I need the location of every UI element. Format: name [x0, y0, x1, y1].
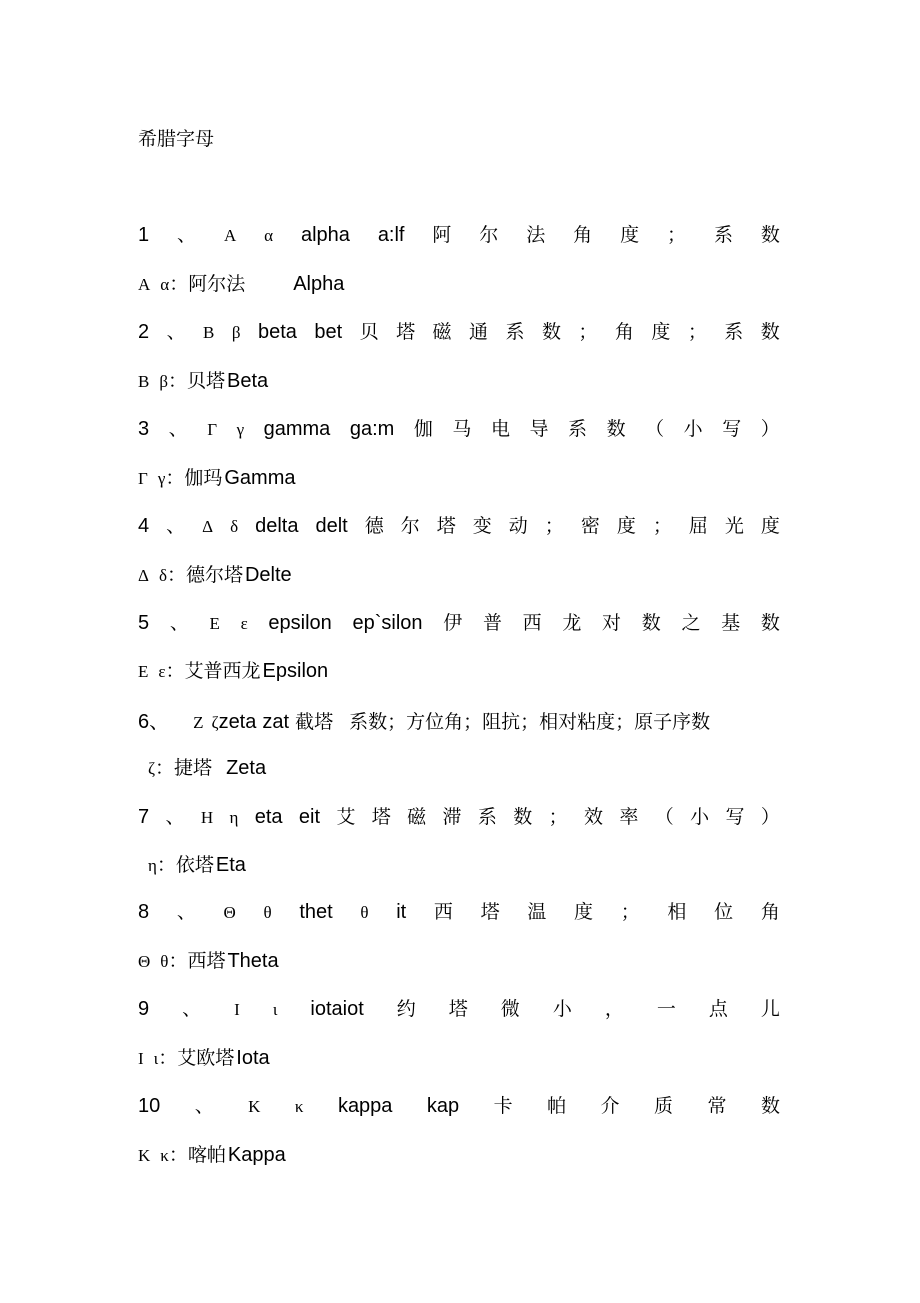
subline-token: ζ: [148, 759, 156, 778]
subline-token: Ι: [138, 1049, 144, 1068]
entry-token: 质: [654, 1095, 674, 1117]
entry-token: ga:m: [349, 418, 395, 440]
entry-token: 3: [138, 418, 150, 440]
entry-token: Α: [223, 226, 237, 245]
subline-token: Gamma: [224, 467, 296, 489]
entry-token: 系: [568, 418, 588, 440]
entry-token: 数: [641, 612, 661, 634]
subline-token: Beta: [227, 370, 269, 392]
entry-token: 阿: [432, 224, 452, 246]
entry-token: 小: [552, 998, 572, 1020]
entry-subline: [138, 560, 292, 586]
entry-token: 相: [667, 901, 687, 923]
subline-token: ：阿尔法: [169, 273, 246, 295]
entry-row: [138, 994, 780, 1020]
subline-token: κ: [160, 1146, 169, 1165]
entry-token: 伊: [443, 612, 463, 634]
subline-token: γ: [157, 469, 166, 488]
entry-token: 塔: [436, 515, 456, 537]
entry-token: zeta: [218, 711, 257, 733]
entry-token: 变: [472, 515, 492, 537]
entry-token: 卡: [493, 1095, 513, 1117]
entry-token: 塔: [448, 998, 468, 1020]
entry-token: 角: [760, 901, 780, 923]
subline-token: α: [160, 275, 170, 294]
entry-token: 数: [760, 321, 780, 343]
entry-token: eta: [254, 806, 283, 828]
entry-token: zat: [262, 711, 290, 733]
entry-token: ；: [652, 515, 672, 537]
entry-token: ep`silon: [352, 612, 423, 634]
entry-token: ；: [687, 321, 707, 343]
entry-row: [138, 608, 780, 634]
entry-token: 系数；方位角；阻抗；相对粘度；原子序数: [349, 711, 711, 733]
entry-token: 帕: [547, 1095, 567, 1117]
entry-token: 度: [651, 321, 671, 343]
entry-token: 数: [541, 321, 561, 343]
entry-token: 度: [574, 901, 594, 923]
subline-token: Eta: [215, 854, 246, 876]
entry-token: 7: [138, 806, 150, 828]
entry-token: ι: [272, 1000, 278, 1019]
entry-token: beta: [257, 321, 297, 343]
subline-token: Κ: [138, 1146, 151, 1165]
entry-token: ；: [620, 901, 640, 923]
entry-token: Κ: [248, 1097, 261, 1116]
subline-token: ι: [153, 1049, 159, 1068]
subline-token: ：依塔: [156, 854, 214, 876]
entry-token: thet: [299, 901, 333, 923]
entry-token: 小: [690, 806, 710, 828]
entry-token: Β: [203, 323, 215, 342]
entry-token: 塔: [396, 321, 416, 343]
entry-token: 之: [681, 612, 701, 634]
entry-token: 通: [469, 321, 489, 343]
entry-token: ，: [604, 998, 624, 1020]
entry-token: 微: [500, 998, 520, 1020]
entry-token: 系: [724, 321, 744, 343]
entry-token: 度: [760, 515, 780, 537]
entry-token: 4: [138, 515, 150, 537]
entry-token: 6、: [138, 711, 170, 733]
subline-token: Γ: [138, 469, 148, 488]
subline-token: ε: [158, 662, 166, 681]
entry-token: 基: [721, 612, 741, 634]
entry-token: 数: [760, 1095, 780, 1117]
entry-token: θ: [263, 903, 272, 922]
entry-token: 度: [616, 515, 636, 537]
entry-row: [138, 220, 780, 246]
subline-token: ：艾欧塔: [158, 1047, 235, 1069]
entry-token: 电: [490, 418, 510, 440]
entry-row: [138, 511, 780, 537]
entry-token: 马: [452, 418, 472, 440]
entry-token: 塔: [371, 806, 391, 828]
entry-token: 尔: [479, 224, 499, 246]
subline-token: Iota: [236, 1047, 270, 1069]
entry-token: 介: [600, 1095, 620, 1117]
entry-token: 普: [482, 612, 502, 634]
entry-token: Ε: [209, 614, 220, 633]
entry-token: alpha: [300, 224, 350, 246]
entry-token: Θ: [223, 903, 236, 922]
entry-token: 磁: [432, 321, 452, 343]
entry-token: δ: [230, 517, 239, 536]
subline-token: Delte: [244, 564, 292, 586]
entry-subline: [138, 463, 295, 489]
entry-subline: [138, 850, 246, 876]
entry-token: γ: [236, 420, 245, 439]
entry-token: 、: [166, 321, 186, 343]
entry-token: 、: [166, 515, 186, 537]
entry-token: 5: [138, 612, 150, 634]
entry-token: 温: [527, 901, 547, 923]
entry-token: delt: [315, 515, 348, 537]
entry-token: 屈: [688, 515, 708, 537]
entry-token: 数: [760, 224, 780, 246]
entry-token: 塔: [480, 901, 500, 923]
entry-token: 、: [176, 901, 196, 923]
entry-token: ）: [760, 806, 780, 828]
entry-token: epsilon: [268, 612, 332, 634]
entry-token: 角: [573, 224, 593, 246]
entry-token: Ζ: [193, 713, 204, 732]
entry-token: η: [229, 808, 239, 827]
subline-token: Ε: [138, 662, 149, 681]
entry-token: 西: [433, 901, 453, 923]
subline-token: Α: [138, 275, 151, 294]
entry-row: [138, 1091, 780, 1117]
entry-subline: [138, 946, 279, 972]
entry-token: 导: [529, 418, 549, 440]
entry-token: 德: [364, 515, 384, 537]
subline-token: ：伽玛: [165, 467, 223, 489]
entry-token: （: [654, 806, 674, 828]
entry-token: 艾: [336, 806, 356, 828]
entry-subline: [138, 753, 266, 779]
subline-token: Alpha: [293, 273, 345, 295]
subline-token: ：德尔塔: [166, 564, 243, 586]
entry-token: 尔: [400, 515, 420, 537]
entry-token: 系: [505, 321, 525, 343]
entry-row: [138, 897, 780, 923]
entry-token: 写: [725, 806, 745, 828]
entry-token: a:lf: [377, 224, 405, 246]
entry-token: 法: [526, 224, 546, 246]
entry-token: 数: [606, 418, 626, 440]
subline-token: Kappa: [227, 1144, 286, 1166]
entry-token: 、: [182, 998, 202, 1020]
entry-row: [138, 705, 780, 731]
entry-subline: [138, 1043, 270, 1069]
entry-token: 、: [169, 612, 189, 634]
entry-token: 、: [194, 1095, 214, 1117]
subline-token: Θ: [138, 952, 151, 971]
entry-token: iotaiot: [310, 998, 364, 1020]
entry-token: 截塔: [295, 711, 334, 733]
entry-token: 度: [620, 224, 640, 246]
entry-token: 效: [584, 806, 604, 828]
entry-token: 系: [713, 224, 733, 246]
entry-token: 对: [602, 612, 622, 634]
entry-token: it: [396, 901, 407, 923]
entry-token: β: [231, 323, 241, 342]
subline-token: ：捷塔: [155, 757, 213, 779]
entry-token: ；: [544, 515, 564, 537]
entry-token: kappa: [337, 1095, 393, 1117]
entry-token: 9: [138, 998, 150, 1020]
entry-subline: [138, 366, 268, 392]
entry-token: 率: [619, 806, 639, 828]
subline-token: ：艾普西龙: [165, 660, 261, 682]
subline-token: Epsilon: [262, 660, 329, 682]
entry-token: 光: [724, 515, 744, 537]
entry-token: 磁: [407, 806, 427, 828]
page-title: 希腊字母: [138, 128, 215, 150]
entry-subline: [138, 269, 344, 295]
subline-token: Theta: [227, 950, 279, 972]
entry-token: eit: [298, 806, 321, 828]
entry-token: 一: [656, 998, 676, 1020]
entry-token: 龙: [562, 612, 582, 634]
entry-token: 8: [138, 901, 150, 923]
entry-subline: [138, 656, 328, 682]
entry-token: 西: [522, 612, 542, 634]
subline-token: θ: [160, 952, 169, 971]
entry-token: delta: [255, 515, 299, 537]
entry-token: 贝: [359, 321, 379, 343]
subline-token: Δ: [138, 566, 149, 585]
entry-token: 、: [168, 418, 188, 440]
entry-token: 滞: [442, 806, 462, 828]
subline-token: Zeta: [226, 757, 267, 779]
subline-token: ：喀帕: [168, 1144, 226, 1166]
entry-token: 、: [177, 224, 197, 246]
entry-token: 儿: [760, 998, 780, 1020]
entry-token: Η: [200, 808, 214, 827]
entry-row: [138, 317, 780, 343]
entry-token: 10: [138, 1095, 161, 1117]
entry-token: 点: [708, 998, 728, 1020]
entry-token: 系: [477, 806, 497, 828]
entry-token: κ: [294, 1097, 304, 1116]
entry-token: 动: [508, 515, 528, 537]
entry-token: ε: [240, 614, 248, 633]
entry-row: [138, 802, 780, 828]
entry-token: 数: [513, 806, 533, 828]
subline-token: β: [159, 372, 168, 391]
subline-token: ：西塔: [168, 950, 226, 972]
entry-token: ）: [760, 418, 780, 440]
entry-token: ；: [548, 806, 568, 828]
entry-token: 写: [722, 418, 742, 440]
entry-token: Δ: [202, 517, 214, 536]
subline-token: Β: [138, 372, 150, 391]
entry-token: bet: [314, 321, 343, 343]
entry-token: 1: [138, 224, 150, 246]
entry-token: ；: [667, 224, 687, 246]
subline-token: ：贝塔: [168, 370, 226, 392]
entry-token: Γ: [207, 420, 218, 439]
entry-subline: [138, 1140, 286, 1166]
entry-token: ζ: [211, 713, 219, 732]
entry-token: kap: [426, 1095, 460, 1117]
entry-token: 伽: [413, 418, 433, 440]
entry-token: 位: [714, 901, 734, 923]
entry-token: θ: [360, 903, 369, 922]
subline-token: η: [148, 856, 157, 875]
entry-token: 约: [396, 998, 416, 1020]
entry-token: 、: [165, 806, 185, 828]
entry-token: 小: [683, 418, 703, 440]
entry-token: 数: [760, 612, 780, 634]
subline-token: δ: [158, 566, 167, 585]
entry-row: [138, 414, 780, 440]
entry-token: gamma: [263, 418, 331, 440]
entry-token: （: [645, 418, 665, 440]
entry-token: ；: [578, 321, 598, 343]
entry-token: α: [264, 226, 274, 245]
entry-token: 密: [580, 515, 600, 537]
entry-token: 常: [707, 1095, 727, 1117]
entry-token: Ι: [234, 1000, 240, 1019]
entry-token: 2: [138, 321, 150, 343]
entry-token: 角: [614, 321, 634, 343]
